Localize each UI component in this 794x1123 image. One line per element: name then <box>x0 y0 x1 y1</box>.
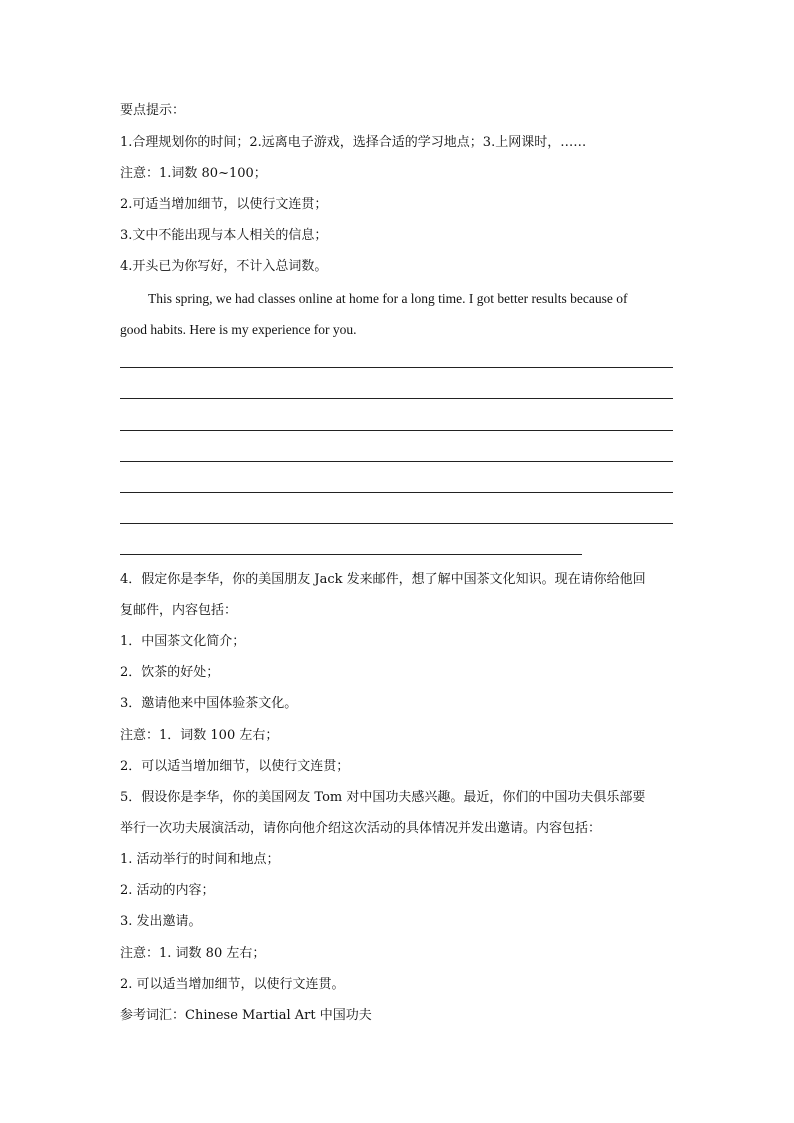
q5-item-1: 1. 活动举行的时间和地点； <box>120 852 280 867</box>
q5-note-1: 注意：1. 词数 80 左右； <box>120 946 266 961</box>
q4-item-3: 3．邀请他来中国体验茶文化。 <box>120 696 298 711</box>
opening-sentence-line1: This spring, we had classes online at home for a long time. I got better results because of <box>148 291 628 306</box>
q5-prompt-line2: 举行一次功夫展演活动，请你向他介绍这次活动的具体情况并发出邀请。内容包括： <box>120 821 602 836</box>
q4-note-2: 2．可以适当增加细节，以使行文连贯； <box>120 759 350 774</box>
writing-line[interactable] <box>120 398 673 399</box>
writing-line[interactable] <box>120 430 673 431</box>
q5-item-3: 3. 发出邀请。 <box>120 914 202 929</box>
q5-item-2: 2. 活动的内容； <box>120 883 215 898</box>
q5-note-2: 2. 可以适当增加细节，以使行文连贯。 <box>120 977 345 992</box>
writing-line[interactable] <box>120 492 673 493</box>
writing-line[interactable] <box>120 367 673 368</box>
q4-note-1: 注意：1．词数 100 左右； <box>120 728 279 743</box>
writing-line-last[interactable] <box>120 554 582 555</box>
q4-item-2: 2．饮茶的好处； <box>120 665 220 680</box>
note-word-count: 注意：1.词数 80~100； <box>120 166 267 181</box>
opening-sentence-line2: good habits. Here is my experience for you. <box>120 322 357 337</box>
q5-prompt-line1: 5．假设你是李华，你的美国网友 Tom 对中国功夫感兴趣。最近，你们的中国功夫俱乐部要 <box>120 790 646 805</box>
q5-vocab: 参考词汇：Chinese Martial Art 中国功夫 <box>120 1008 372 1023</box>
note-no-personal-info: 3.文中不能出现与本人相关的信息； <box>120 228 328 243</box>
q4-item-1: 1．中国茶文化简介； <box>120 634 246 649</box>
q4-prompt-line2: 复邮件，内容包括： <box>120 603 238 618</box>
q4-prompt-line1: 4．假定你是李华，你的美国朋友 Jack 发来邮件，想了解中国茶文化知识。现在请你给他回 <box>120 572 646 587</box>
hint-title: 要点提示： <box>120 103 186 118</box>
note-details: 2.可适当增加细节，以使行文连贯； <box>120 197 328 212</box>
hint-points: 1.合理规划你的时间；2.远离电子游戏，选择合适的学习地点；3.上网课时，…… <box>120 135 587 150</box>
writing-line[interactable] <box>120 461 673 462</box>
writing-line[interactable] <box>120 523 673 524</box>
note-opening-given: 4.开头已为你写好，不计入总词数。 <box>120 259 328 274</box>
